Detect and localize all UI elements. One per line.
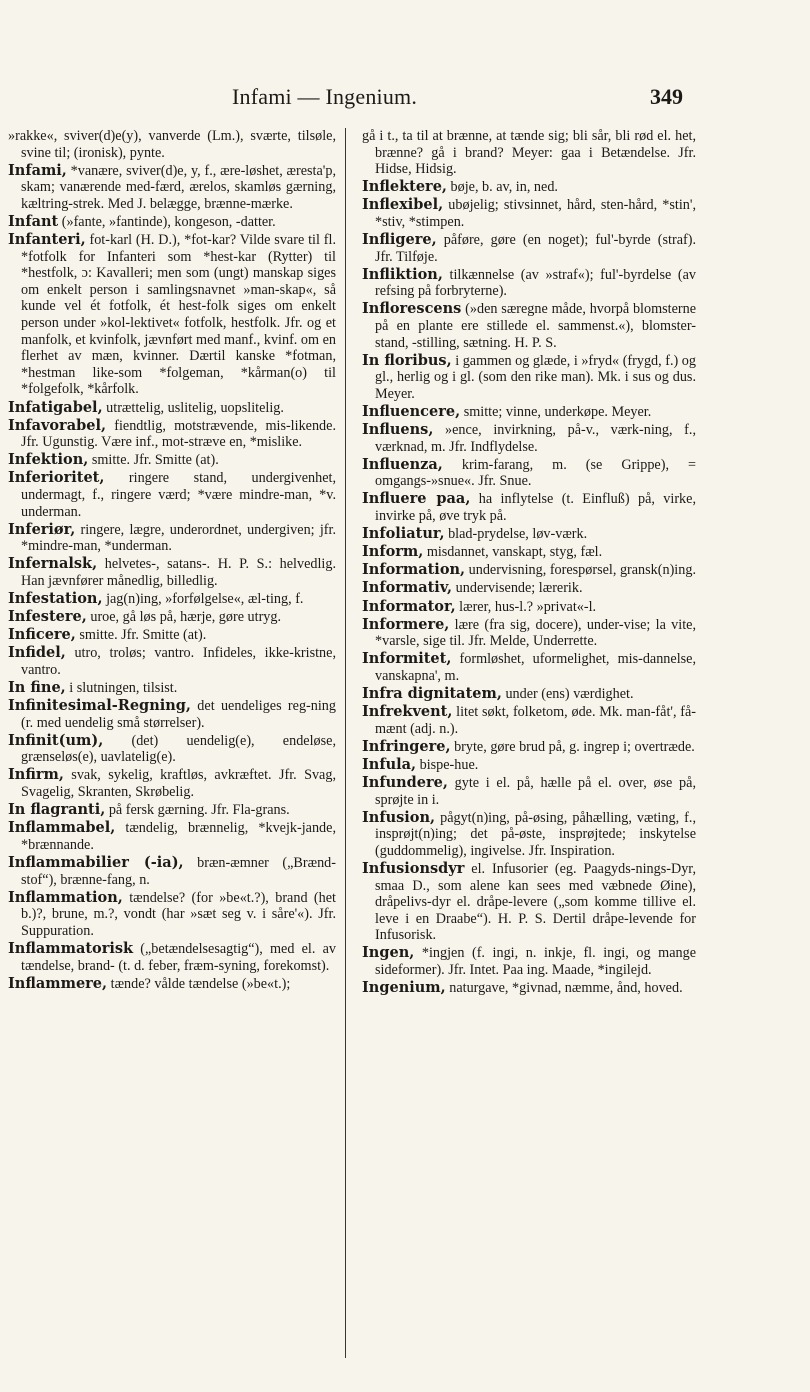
entry-headword: In floribus, bbox=[362, 351, 452, 369]
entry-headword: Inficere, bbox=[8, 626, 76, 644]
entry-headword: Influenza, bbox=[362, 455, 443, 473]
entry-definition: bispe-hue. bbox=[416, 756, 479, 773]
entry-headword: In flagranti, bbox=[8, 801, 106, 819]
entry-definition: tænde? vålde tændelse (»be«t.); bbox=[107, 975, 291, 992]
entry-definition: »ence, invirkning, på-v., værk-ning, f., værknad, m. Jfr. Indflydelse. bbox=[375, 422, 696, 455]
entry-headword: Information, bbox=[362, 561, 466, 579]
dictionary-entry bbox=[362, 757, 696, 774]
entry-definition: blad-prydelse, løv-værk. bbox=[444, 526, 588, 543]
entry-definition: (det) uendelig(e), endeløse, grænseløs(e), uavlatelig(e). bbox=[21, 732, 336, 766]
entry-headword: Inflektere, bbox=[362, 178, 447, 196]
dictionary-entry bbox=[362, 544, 696, 561]
dictionary-entry bbox=[8, 820, 336, 853]
entry-definition: bræn-æmner („Brænd-stof“), brænne-fang, n. bbox=[21, 854, 336, 888]
entry-headword: Infatigabel, bbox=[8, 398, 103, 416]
entry-definition: det uendeliges reg-ning (r. med uendelig små størrelser). bbox=[21, 698, 336, 731]
entry-headword: Infestere, bbox=[8, 608, 87, 626]
dictionary-entry bbox=[362, 404, 696, 421]
dictionary-entry bbox=[362, 861, 696, 944]
entry-headword: Inflammabilier (-ia), bbox=[8, 853, 184, 871]
entry-headword: Infernalsk, bbox=[8, 555, 98, 573]
entry-definition: (»den særegne måde, hvorpå blomsterne på en plante ere stillede el. sammenst.«), blomster-stand, -stilling, sætning. H. P. S. bbox=[375, 301, 696, 351]
entry-headword: Inflexibel, bbox=[362, 196, 444, 214]
entry-headword: Infinit(um), bbox=[8, 731, 104, 749]
dictionary-entry bbox=[8, 855, 336, 888]
entry-definition: („betændelsesagtig“), med el. av tændelse, brand- (t. d. feber, fræm-syning, forekomst). bbox=[21, 940, 336, 974]
entry-headword: Ingen, bbox=[362, 944, 415, 962]
dictionary-entry bbox=[362, 704, 696, 737]
entry-definition: *ingjen (f. ingi, n. inkje, fl. ingi, og mange sideformer). Jfr. Intet. Paa ing. Maade, *ingilejd. bbox=[375, 945, 696, 978]
dictionary-entry bbox=[8, 627, 336, 644]
dictionary-entry bbox=[362, 301, 696, 351]
dictionary-entry bbox=[8, 232, 336, 398]
entry-definition: utro, troløs; vantro. Infideles, ikke-kristne, vantro. bbox=[21, 645, 336, 678]
entry-definition: fot-karl (H. D.), *fot-kar? Vilde svare til fl. *fotfolk for Infanteri som *hest-kar (Rytter) til *hestfolk, ɔ: Kavalleri; men som (ungt) manskap siges om enkelt person i samlingsnavnet »man-skap«, så kunde vel ét fotfolk, ét hest-folk siges om enkelt person under »kol-lektivet« fotfolk, hestfolk. Jfr. og et manfolk, et kvinfolk, jævnført med manf., kvinf. om en flerhet av mæn, kvinner. Dærtil kanske *fotman, *hestman like-som *folgeman, *kårman(o) til *folgefolk, *kårfolk. bbox=[21, 232, 336, 398]
entry-definition: lærer, hus-l.? »privat«-l. bbox=[455, 598, 597, 615]
entry-headword: Inflammation, bbox=[8, 888, 123, 906]
dictionary-entry bbox=[8, 591, 336, 608]
entry-headword: Infestation, bbox=[8, 590, 103, 608]
dictionary-entry bbox=[8, 680, 336, 697]
entry-headword: Informator, bbox=[362, 597, 456, 615]
entry-definition: ha inflytelse (t. Einfluß) på, virke, invirke på, øve tryk på. bbox=[375, 491, 696, 525]
dictionary-entry bbox=[8, 698, 336, 731]
dictionary-entry bbox=[8, 733, 336, 766]
dictionary-entry bbox=[362, 810, 696, 860]
dictionary-entry bbox=[362, 980, 696, 997]
entry-definition: bryte, gøre brud på, g. ingrep i; overtræde. bbox=[450, 738, 695, 755]
entry-definition: formløshet, uformelighet, mis-dannelse, vanskapna', m. bbox=[375, 651, 696, 684]
entry-headword: Infula, bbox=[362, 755, 417, 773]
entry-headword: Infanteri, bbox=[8, 231, 86, 249]
entry-headword: Infrekvent, bbox=[362, 703, 453, 721]
entry-definition: uroe, gå løs på, hærje, gøre utryg. bbox=[86, 609, 282, 626]
entry-headword: Infusionsdyr bbox=[362, 859, 465, 877]
entry-definition: fiendtlig, motstrævende, mis-likende. Jfr. Ugunstig. Være inf., mot-stræve en, *mislike. bbox=[21, 417, 336, 451]
dictionary-entry bbox=[362, 179, 696, 196]
entry-headword: Informitet, bbox=[362, 650, 452, 668]
entry-headword: Infusion, bbox=[362, 808, 436, 826]
entry-headword: Informere, bbox=[362, 615, 450, 633]
entry-headword: Ingenium, bbox=[362, 979, 446, 997]
entry-definition: ringere, lægre, underordnet, undergiven; jfr. *mindre-man, *underman. bbox=[21, 521, 336, 555]
entry-headword: Influere paa, bbox=[362, 490, 471, 508]
right-column bbox=[362, 128, 696, 998]
dictionary-entry bbox=[362, 686, 696, 703]
dictionary-entry bbox=[8, 470, 336, 520]
entry-headword: In fine, bbox=[8, 679, 66, 696]
entry-definition: misdannet, vanskapt, styg, fæl. bbox=[423, 544, 603, 561]
dictionary-entry bbox=[8, 522, 336, 555]
entry-definition: (»fante, »fantinde), kongeson, -datter. bbox=[58, 213, 276, 230]
entry-headword: Infektion, bbox=[8, 451, 89, 469]
entry-headword: Inflammabel, bbox=[8, 819, 116, 837]
dictionary-entry bbox=[362, 739, 696, 756]
entry-headword: Infundere, bbox=[362, 773, 448, 791]
entry-headword: Infoliatur, bbox=[362, 525, 445, 543]
running-head: Infami — Ingenium. bbox=[232, 84, 418, 109]
dictionary-entry bbox=[362, 267, 696, 300]
dictionary-entry bbox=[8, 418, 336, 451]
entry-definition: tændelse? (for »be«t.?), brand (het b.)?, brune, m.?, vondt (har »sæt seg v. i såre'«). Jfr. Suppuration. bbox=[21, 889, 336, 939]
entry-headword: Infra dignitatem, bbox=[362, 685, 502, 702]
entry-headword: Infliktion, bbox=[362, 265, 443, 283]
entry-definition: »rakke«, sviver(d)e(y), vanverde (Lm.), sværte, tilsøle, svine til; (ironisk), pynte. bbox=[8, 128, 336, 161]
entry-headword: Inflammere, bbox=[8, 974, 108, 992]
entry-definition: tændelig, brænnelig, *kvejk-jande, *brænnande. bbox=[21, 820, 336, 853]
entry-definition: gå i t., ta til at brænne, at tænde sig; bli sår, bli rød el. het, brænne? gå i brand? Meyer: gaa i Betændelse. Jfr. Hidse, Hidsig. bbox=[362, 128, 696, 178]
entry-definition: ringere stand, undergivenhet, undermagt, f., ringere værd; *være mindre-man, *v. underman. bbox=[21, 470, 336, 520]
dictionary-entry bbox=[362, 617, 696, 650]
entry-definition: lære (fra sig, docere), under-vise; la vite, *varsle, sige til. Jfr. Melde, Underrette. bbox=[375, 616, 696, 650]
dictionary-entry bbox=[8, 767, 336, 800]
entry-definition: pågyt(n)ing, på-øsing, påhælling, væting, f., insprøjt(n)ing; det på-øste, insprøjtede; inskytelse (guddommelig), ingivelse. Jfr. Inspiration. bbox=[375, 809, 696, 859]
entry-definition: i slutningen, tilsist. bbox=[65, 680, 178, 696]
entry-definition: el. Infusorier (eg. Paagyds-nings-Dyr, smaa D., som alene kan sees med væbnede Øine), dråpelivs-dyr el. dråpe-levere („som komme tillive el. leve i en Draabe“). H. P. S. Dertil dråpe-levende for Infusorisk. bbox=[375, 860, 696, 944]
entry-definition: smitte. Jfr. Smitte (at). bbox=[75, 627, 207, 644]
dictionary-entry bbox=[362, 491, 696, 524]
dictionary-entry bbox=[362, 526, 696, 543]
page-number: 349 bbox=[650, 84, 683, 109]
entry-definition: bøje, b. av, in, ned. bbox=[446, 179, 558, 196]
dictionary-entry bbox=[362, 945, 696, 978]
dictionary-entry bbox=[8, 452, 336, 469]
entry-definition: smitte. Jfr. Smitte (at). bbox=[88, 452, 219, 469]
entry-definition: utrættelig, uslitelig, uopslitelig. bbox=[102, 399, 284, 416]
entry-headword: Influens, bbox=[362, 421, 434, 439]
dictionary-entry bbox=[362, 422, 696, 455]
dictionary-entry bbox=[362, 651, 696, 684]
entry-definition: under (ens) værdighet. bbox=[501, 686, 634, 702]
entry-headword: Inferioritet, bbox=[8, 469, 105, 487]
entry-definition: i gammen og glæde, i »fryd« (frygd, f.) og gl., herlig og i gl. (som den rike man). Mk. i sus og dus. Meyer. bbox=[375, 352, 696, 402]
entry-definition: smitte; vinne, underkøpe. Meyer. bbox=[460, 404, 652, 420]
page-header bbox=[0, 80, 810, 120]
entry-definition: på fersk gærning. Jfr. Fla-grans. bbox=[105, 802, 290, 819]
dictionary-entry bbox=[362, 197, 696, 230]
dictionary-entry bbox=[362, 232, 696, 265]
dictionary-entry bbox=[362, 128, 696, 178]
entry-headword: Infirm, bbox=[8, 766, 64, 784]
dictionary-entry bbox=[8, 128, 336, 161]
dictionary-entry bbox=[8, 609, 336, 626]
entry-headword: Inflammatorisk bbox=[8, 939, 134, 957]
entry-headword: Infligere, bbox=[362, 231, 437, 249]
entry-definition: svak, sykelig, kraftløs, avkræftet. Jfr. Svag, Svagelig, Skranten, Skrøbelig. bbox=[21, 767, 336, 801]
entry-headword: Inferiør, bbox=[8, 520, 76, 538]
dictionary-entry bbox=[8, 976, 336, 993]
dictionary-entry bbox=[362, 562, 696, 579]
dictionary-entry bbox=[8, 400, 336, 417]
entry-definition: naturgave, *givnad, næmme, ånd, hoved. bbox=[445, 980, 683, 997]
entry-definition: krim-farang, m. (se Grippe), = omgangs-»snue«. Jfr. Snue. bbox=[375, 456, 696, 490]
entry-definition: undervisende; lærerik. bbox=[452, 580, 583, 597]
dictionary-entry bbox=[8, 802, 336, 819]
entry-headword: Inflorescens bbox=[362, 300, 462, 318]
entry-definition: undervisning, forespørsel, gransk(n)ing. bbox=[465, 562, 696, 579]
entry-headword: Infidel, bbox=[8, 644, 66, 662]
dictionary-entry bbox=[362, 599, 696, 616]
dictionary-entry bbox=[8, 214, 336, 231]
dictionary-entry bbox=[8, 890, 336, 940]
column-divider bbox=[345, 128, 346, 1358]
entry-headword: Influencere, bbox=[362, 403, 461, 420]
dictionary-entry bbox=[362, 353, 696, 403]
entry-headword: Inform, bbox=[362, 543, 424, 561]
dictionary-entry bbox=[8, 556, 336, 589]
entry-definition: gyte i el. på, hælle på el. over, øse på, sprøjte in i. bbox=[375, 774, 696, 808]
entry-headword: Infinitesimal-Regning, bbox=[8, 697, 191, 715]
entry-definition: påføre, gøre (en noget); ful'-byrde (straf). Jfr. Tilføje. bbox=[375, 232, 696, 265]
entry-definition: litet søkt, folketom, øde. Mk. man-fåt', få-mænt (adj. n.). bbox=[375, 704, 696, 737]
entry-definition: *vanære, sviver(d)e, y, f., ære-løshet, æresta'p, skam; vanærende med-færd, ærelos, skamløs gærning, kæltring-strek. Med J. belægge, brænne-mærke. bbox=[21, 162, 336, 212]
entry-definition: helvetes-, satans-. H. P. S.: helvedlig. Han jævnfører månedlig, billedlig. bbox=[21, 556, 336, 589]
entry-headword: Informativ, bbox=[362, 579, 453, 597]
dictionary-entry bbox=[8, 163, 336, 213]
dictionary-entry bbox=[8, 645, 336, 678]
entry-headword: Infavorabel, bbox=[8, 416, 107, 434]
entry-headword: Infami, bbox=[8, 161, 67, 179]
entry-headword: Infant bbox=[8, 212, 59, 230]
dictionary-entry bbox=[8, 941, 336, 974]
entry-definition: tilkænnelse (av »straf«); ful'-byrdelse (av refsing på forbryterne). bbox=[375, 266, 696, 300]
dictionary-entry bbox=[362, 775, 696, 808]
dictionary-entry bbox=[362, 457, 696, 490]
entry-definition: jag(n)ing, »forfølgelse«, æl-ting, f. bbox=[102, 591, 304, 608]
left-column bbox=[8, 128, 336, 994]
entry-definition: ubøjelig; stivsinnet, hård, sten-hård, *stin', *stiv, *stimpen. bbox=[375, 197, 696, 230]
entry-headword: Infringere, bbox=[362, 737, 451, 755]
dictionary-entry bbox=[362, 580, 696, 597]
